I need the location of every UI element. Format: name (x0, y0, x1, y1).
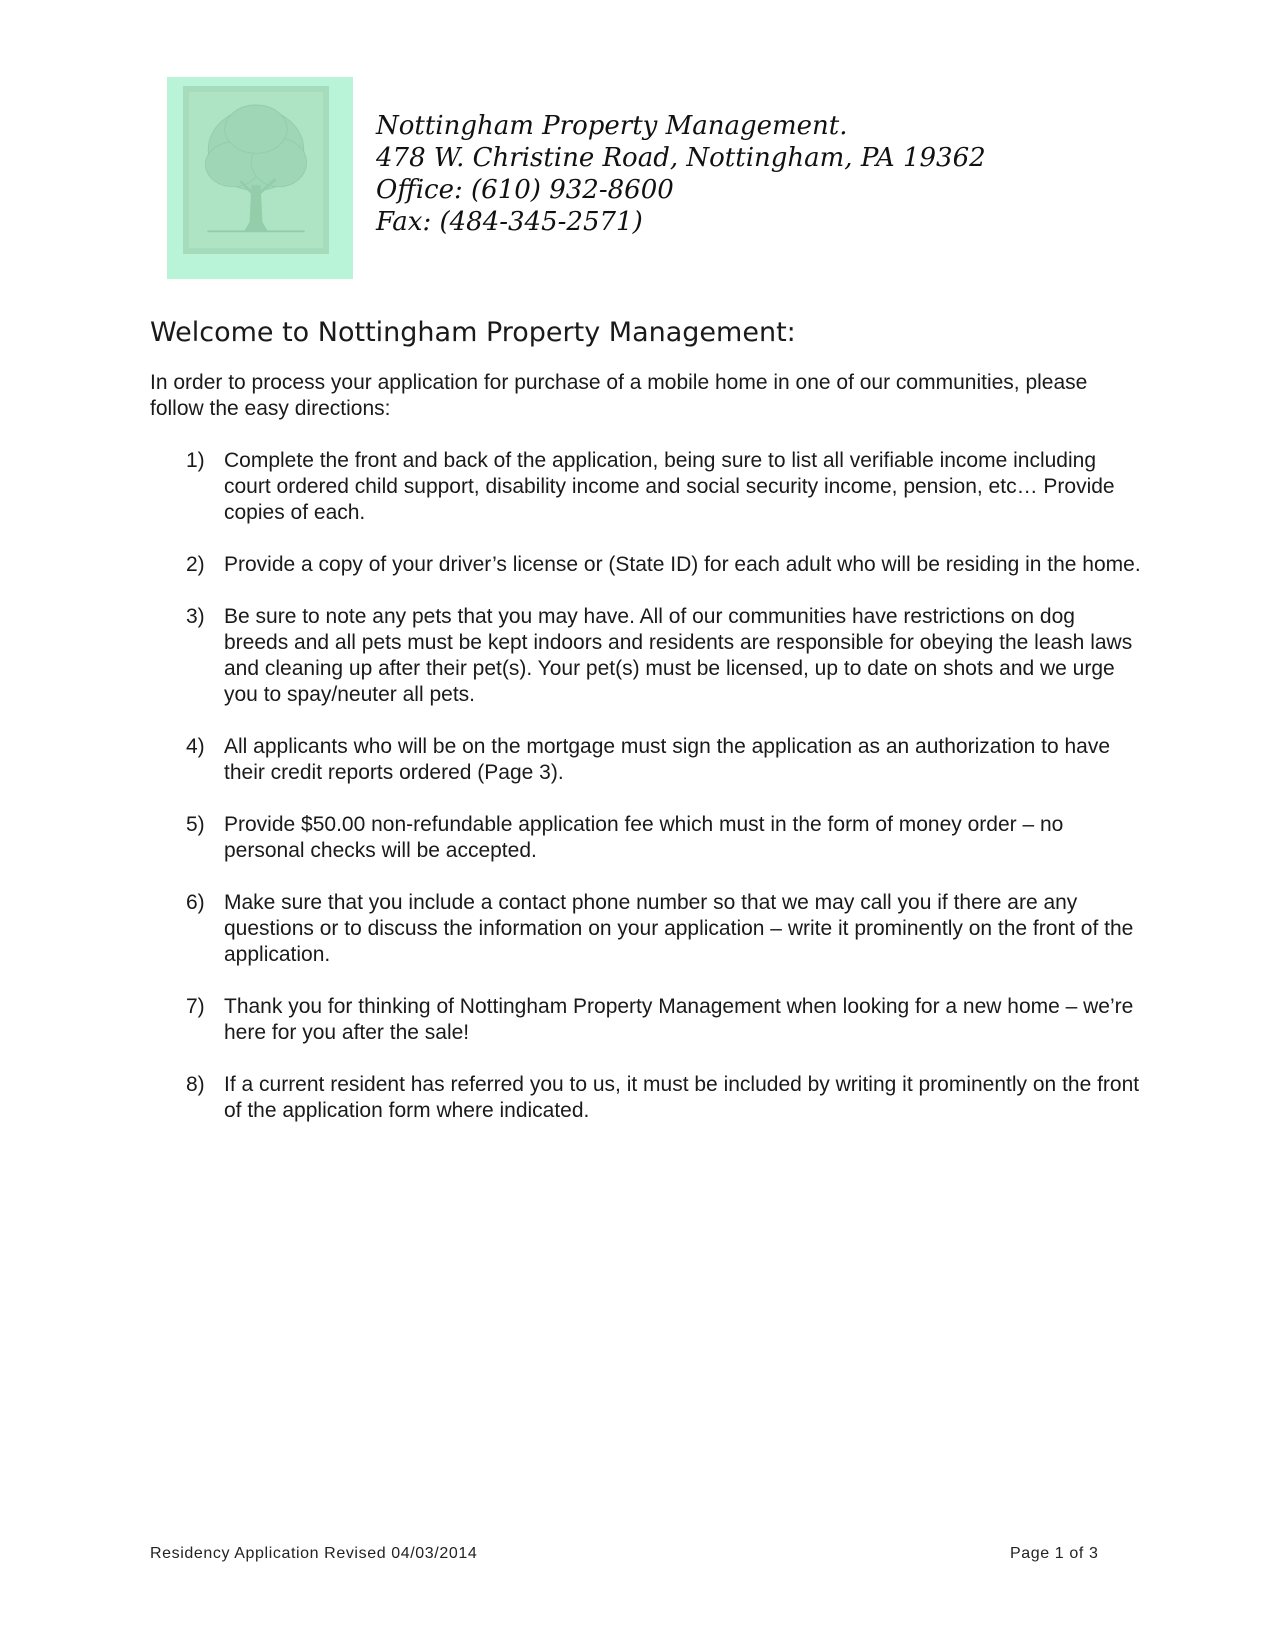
step-text: Thank you for thinking of Nottingham Property Management when looking for a new home – we’re here for you after the sale! (224, 995, 1134, 1044)
list-item (183, 994, 1143, 1046)
step-number: 4) (186, 735, 205, 758)
company-name: Nottingham Property Management. (376, 111, 848, 141)
company-address: 478 W. Christine Road, Nottingham, PA 19362 (376, 143, 986, 173)
step-text: Provide $50.00 non-refundable application fee which must in the form of money order – no personal checks will be accepted. (224, 813, 1064, 862)
step-number: 6) (186, 891, 205, 914)
step-number: 3) (186, 605, 205, 628)
fax-number: Fax: (484-345-2571) (376, 207, 643, 237)
step-text: Make sure that you include a contact phone number so that we may call you if there are any questions or to discuss the information on your application – write it prominently on the front of the application. (224, 891, 1134, 966)
step-text: Be sure to note any pets that you may have. All of our communities have restrictions on dog breeds and all pets must be kept indoors and residents are responsible for obeying the leash laws and cleaning up after their pet(s). Your pet(s) must be licensed, up to date on shots and we urge you to spay/neuter all pets. (224, 605, 1133, 706)
tree-icon (189, 92, 323, 248)
directions-list (183, 448, 1143, 1150)
step-text: If a current resident has referred you to us, it must be included by writing it prominently on the front of the application form where indicated. (224, 1073, 1140, 1122)
company-logo (167, 77, 353, 279)
step-number: 8) (186, 1073, 205, 1096)
list-item (183, 1072, 1143, 1124)
step-number: 1) (186, 449, 205, 472)
office-phone: Office: (610) 932-8600 (376, 175, 674, 205)
step-number: 7) (186, 995, 205, 1018)
letterhead (376, 110, 986, 238)
list-item (183, 890, 1143, 968)
step-text: All applicants who will be on the mortgage must sign the application as an authorization to have their credit reports ordered (Page 3). (224, 735, 1111, 784)
footer-page-number: Page 1 of 3 (1010, 1545, 1099, 1562)
list-item (183, 552, 1143, 578)
step-text: Provide a copy of your driver’s license or (State ID) for each adult who will be residing in the home. (224, 553, 1141, 576)
list-item (183, 734, 1143, 786)
step-number: 2) (186, 553, 205, 576)
intro-paragraph: In order to process your application for purchase of a mobile home in one of our communities, please follow the easy directions: (150, 371, 1088, 420)
step-number: 5) (186, 813, 205, 836)
list-item (183, 448, 1143, 526)
step-text: Complete the front and back of the application, being sure to list all verifiable income including court ordered child support, disability income and social security income, pension, etc… Provide copies of each. (224, 449, 1115, 524)
welcome-heading: Welcome to Nottingham Property Management: (150, 317, 796, 348)
list-item (183, 812, 1143, 864)
logo-panel (183, 86, 329, 254)
footer-revision: Residency Application Revised 04/03/2014 (150, 1545, 478, 1562)
list-item (183, 604, 1143, 708)
